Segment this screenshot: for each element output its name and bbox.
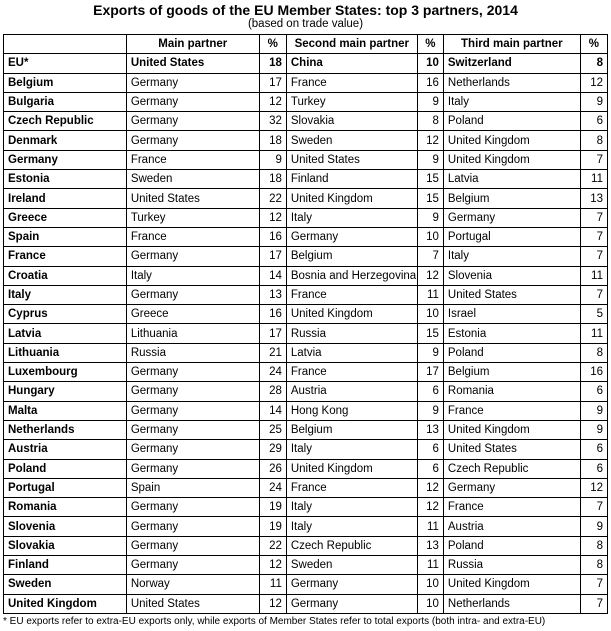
second-partner-cell: Italy [286, 517, 417, 536]
second-pct-cell: 11 [417, 556, 443, 575]
country-cell: Slovakia [4, 536, 127, 555]
third-partner-cell: United Kingdom [443, 131, 580, 150]
third-pct-cell: 12 [580, 478, 607, 497]
country-cell: Poland [4, 459, 127, 478]
country-cell: Romania [4, 498, 127, 517]
third-partner-cell: Germany [443, 478, 580, 497]
main-partner-cell: Germany [126, 285, 259, 304]
third-pct-cell: 8 [580, 536, 607, 555]
main-partner-cell: Germany [126, 401, 259, 420]
second-partner-cell: Latvia [286, 343, 417, 362]
main-pct-cell: 17 [259, 247, 286, 266]
country-cell: Croatia [4, 266, 127, 285]
third-partner-cell: United States [443, 285, 580, 304]
table-row [4, 324, 608, 343]
second-pct-cell: 13 [417, 536, 443, 555]
second-partner-cell: Germany [286, 575, 417, 594]
second-partner-cell: United Kingdom [286, 189, 417, 208]
second-partner-cell: Sweden [286, 556, 417, 575]
second-partner-cell: Turkey [286, 92, 417, 111]
table-row [4, 478, 608, 497]
main-pct-cell: 21 [259, 343, 286, 362]
table-row [4, 517, 608, 536]
main-pct-header: % [259, 35, 286, 54]
main-partner-cell: Greece [126, 305, 259, 324]
second-pct-cell: 9 [417, 343, 443, 362]
main-partner-cell: Germany [126, 247, 259, 266]
main-partner-cell: Germany [126, 536, 259, 555]
third-partner-cell: Latvia [443, 170, 580, 189]
main-pct-cell: 12 [259, 92, 286, 111]
second-pct-cell: 9 [417, 401, 443, 420]
main-pct-cell: 12 [259, 208, 286, 227]
country-cell: Sweden [4, 575, 127, 594]
country-cell: Czech Republic [4, 112, 127, 131]
second-pct-cell: 17 [417, 363, 443, 382]
second-pct-cell: 13 [417, 420, 443, 439]
second-partner-cell: Italy [286, 208, 417, 227]
second-partner-cell: Bosnia and Herzegovina [286, 266, 417, 285]
main-pct-cell: 12 [259, 594, 286, 613]
main-partner-cell: France [126, 227, 259, 246]
second-pct-cell: 10 [417, 54, 443, 73]
second-partner-cell: France [286, 73, 417, 92]
second-partner-cell: Germany [286, 594, 417, 613]
third-partner-cell: Israel [443, 305, 580, 324]
third-pct-cell: 11 [580, 324, 607, 343]
second-pct-cell: 12 [417, 478, 443, 497]
third-pct-cell: 8 [580, 343, 607, 362]
country-cell: Italy [4, 285, 127, 304]
third-pct-cell: 9 [580, 420, 607, 439]
main-pct-cell: 16 [259, 305, 286, 324]
second-pct-cell: 16 [417, 73, 443, 92]
table-row [4, 170, 608, 189]
table-row [4, 150, 608, 169]
footnote: * EU exports refer to extra-EU exports only, while exports of Member States refer to total exports (both intra- and extra-EU) [3, 615, 546, 627]
country-cell: Finland [4, 556, 127, 575]
table-row [4, 536, 608, 555]
second-pct-cell: 10 [417, 305, 443, 324]
third-pct-cell: 7 [580, 208, 607, 227]
third-pct-cell: 8 [580, 556, 607, 575]
country-cell: Slovenia [4, 517, 127, 536]
third-partner-cell: United Kingdom [443, 420, 580, 439]
second-pct-cell: 6 [417, 440, 443, 459]
main-partner-cell: Germany [126, 459, 259, 478]
second-pct-cell: 7 [417, 247, 443, 266]
third-partner-cell: Germany [443, 208, 580, 227]
main-partner-cell: Germany [126, 382, 259, 401]
second-pct-cell: 12 [417, 498, 443, 517]
third-pct-cell: 7 [580, 285, 607, 304]
main-pct-cell: 11 [259, 575, 286, 594]
third-pct-cell: 7 [580, 594, 607, 613]
third-partner-cell: Russia [443, 556, 580, 575]
main-partner-cell: France [126, 150, 259, 169]
table-row [4, 131, 608, 150]
second-partner-cell: China [286, 54, 417, 73]
main-partner-cell: United States [126, 189, 259, 208]
main-partner-cell: Germany [126, 420, 259, 439]
third-partner-cell: Austria [443, 517, 580, 536]
third-partner-cell: Belgium [443, 189, 580, 208]
table-row [4, 208, 608, 227]
second-partner-cell: Finland [286, 170, 417, 189]
second-pct-cell: 6 [417, 459, 443, 478]
main-pct-cell: 17 [259, 73, 286, 92]
country-cell: Luxembourg [4, 363, 127, 382]
third-partner-cell: Poland [443, 112, 580, 131]
main-pct-cell: 14 [259, 401, 286, 420]
second-pct-cell: 10 [417, 575, 443, 594]
third-partner-cell: France [443, 498, 580, 517]
third-partner-cell: Poland [443, 343, 580, 362]
main-pct-cell: 29 [259, 440, 286, 459]
main-pct-cell: 17 [259, 324, 286, 343]
third-pct-cell: 6 [580, 382, 607, 401]
third-partner-cell: Italy [443, 92, 580, 111]
table-row [4, 401, 608, 420]
third-pct-cell: 16 [580, 363, 607, 382]
main-partner-cell: Germany [126, 363, 259, 382]
table-row [4, 285, 608, 304]
main-partner-cell: Lithuania [126, 324, 259, 343]
exports-table [3, 34, 608, 614]
third-partner-cell: Estonia [443, 324, 580, 343]
second-pct-cell: 9 [417, 92, 443, 111]
main-pct-cell: 18 [259, 54, 286, 73]
table-row [4, 382, 608, 401]
second-pct-cell: 15 [417, 324, 443, 343]
country-cell: EU* [4, 54, 127, 73]
third-partner-cell: United States [443, 440, 580, 459]
third-pct-cell: 5 [580, 305, 607, 324]
table-row [4, 189, 608, 208]
second-pct-cell: 9 [417, 208, 443, 227]
second-partner-cell: United Kingdom [286, 305, 417, 324]
main-partner-header: Main partner [126, 35, 259, 54]
third-partner-cell: Netherlands [443, 73, 580, 92]
third-pct-cell: 12 [580, 73, 607, 92]
main-partner-cell: United States [126, 594, 259, 613]
country-cell: Lithuania [4, 343, 127, 362]
second-partner-cell: Austria [286, 382, 417, 401]
table-row [4, 420, 608, 439]
third-pct-cell: 7 [580, 498, 607, 517]
third-pct-cell: 6 [580, 112, 607, 131]
country-cell: Spain [4, 227, 127, 246]
country-cell: Cyprus [4, 305, 127, 324]
country-cell: Bulgaria [4, 92, 127, 111]
second-partner-cell: Belgium [286, 420, 417, 439]
second-pct-cell: 10 [417, 227, 443, 246]
second-partner-cell: France [286, 285, 417, 304]
second-partner-cell: United States [286, 150, 417, 169]
third-partner-cell: Czech Republic [443, 459, 580, 478]
main-pct-cell: 28 [259, 382, 286, 401]
second-pct-cell: 15 [417, 189, 443, 208]
main-pct-cell: 13 [259, 285, 286, 304]
country-cell: Latvia [4, 324, 127, 343]
third-partner-cell: Romania [443, 382, 580, 401]
table-row [4, 305, 608, 324]
third-pct-cell: 8 [580, 54, 607, 73]
third-partner-cell: Poland [443, 536, 580, 555]
main-pct-cell: 16 [259, 227, 286, 246]
table-row [4, 266, 608, 285]
third-pct-cell: 6 [580, 459, 607, 478]
main-partner-cell: Germany [126, 498, 259, 517]
table-row [4, 363, 608, 382]
third-pct-cell: 7 [580, 575, 607, 594]
country-cell: Hungary [4, 382, 127, 401]
third-pct-cell: 11 [580, 170, 607, 189]
table-row [4, 343, 608, 362]
country-cell: Estonia [4, 170, 127, 189]
main-partner-cell: Norway [126, 575, 259, 594]
main-partner-cell: Germany [126, 131, 259, 150]
country-cell: Netherlands [4, 420, 127, 439]
second-partner-cell: France [286, 478, 417, 497]
main-pct-cell: 32 [259, 112, 286, 131]
third-pct-cell: 13 [580, 189, 607, 208]
table-row [4, 575, 608, 594]
country-cell: Greece [4, 208, 127, 227]
third-partner-cell: Belgium [443, 363, 580, 382]
table-row [4, 594, 608, 613]
third-partner-cell: France [443, 401, 580, 420]
second-partner-cell: Belgium [286, 247, 417, 266]
second-pct-cell: 12 [417, 131, 443, 150]
third-pct-cell: 8 [580, 131, 607, 150]
main-pct-cell: 22 [259, 536, 286, 555]
second-pct-cell: 6 [417, 382, 443, 401]
second-partner-cell: Hong Kong [286, 401, 417, 420]
main-partner-cell: Italy [126, 266, 259, 285]
country-cell: Portugal [4, 478, 127, 497]
second-partner-cell: Germany [286, 227, 417, 246]
second-partner-cell: Italy [286, 440, 417, 459]
main-pct-cell: 19 [259, 517, 286, 536]
country-cell: Ireland [4, 189, 127, 208]
main-pct-cell: 14 [259, 266, 286, 285]
main-partner-cell: Germany [126, 556, 259, 575]
table-row [4, 498, 608, 517]
third-pct-cell: 9 [580, 401, 607, 420]
country-cell: Belgium [4, 73, 127, 92]
country-cell: Malta [4, 401, 127, 420]
third-partner-cell: Switzerland [443, 54, 580, 73]
table-row [4, 92, 608, 111]
second-partner-cell: Russia [286, 324, 417, 343]
third-partner-cell: United Kingdom [443, 150, 580, 169]
country-cell: United Kingdom [4, 594, 127, 613]
third-partner-cell: Italy [443, 247, 580, 266]
second-pct-header: % [417, 35, 443, 54]
second-pct-cell: 9 [417, 150, 443, 169]
third-pct-header: % [580, 35, 607, 54]
second-partner-header: Second main partner [286, 35, 417, 54]
third-pct-cell: 7 [580, 150, 607, 169]
second-pct-cell: 8 [417, 112, 443, 131]
main-pct-cell: 25 [259, 420, 286, 439]
third-pct-cell: 9 [580, 92, 607, 111]
main-pct-cell: 22 [259, 189, 286, 208]
table-title: Exports of goods of the EU Member States: top 3 partners, 2014 [93, 2, 518, 18]
country-cell: France [4, 247, 127, 266]
third-pct-cell: 7 [580, 247, 607, 266]
second-partner-cell: Italy [286, 498, 417, 517]
third-partner-cell: Slovenia [443, 266, 580, 285]
main-pct-cell: 9 [259, 150, 286, 169]
country-cell: Austria [4, 440, 127, 459]
table-row [4, 459, 608, 478]
table-row [4, 227, 608, 246]
main-partner-cell: Germany [126, 440, 259, 459]
second-partner-cell: Sweden [286, 131, 417, 150]
third-partner-cell: Portugal [443, 227, 580, 246]
main-partner-cell: Sweden [126, 170, 259, 189]
table-row [4, 112, 608, 131]
country-cell: Denmark [4, 131, 127, 150]
third-pct-cell: 7 [580, 227, 607, 246]
table-body [4, 54, 608, 614]
table-row [4, 247, 608, 266]
second-pct-cell: 15 [417, 170, 443, 189]
main-pct-cell: 19 [259, 498, 286, 517]
second-partner-cell: Slovakia [286, 112, 417, 131]
third-partner-header: Third main partner [443, 35, 580, 54]
main-pct-cell: 18 [259, 170, 286, 189]
country-header [4, 35, 127, 54]
second-partner-cell: France [286, 363, 417, 382]
main-partner-cell: Germany [126, 92, 259, 111]
third-pct-cell: 6 [580, 440, 607, 459]
third-pct-cell: 11 [580, 266, 607, 285]
main-partner-cell: Spain [126, 478, 259, 497]
main-partner-cell: Germany [126, 517, 259, 536]
country-cell: Germany [4, 150, 127, 169]
main-partner-cell: United States [126, 54, 259, 73]
table-row [4, 440, 608, 459]
main-partner-cell: Germany [126, 73, 259, 92]
main-pct-cell: 24 [259, 363, 286, 382]
table-subtitle: (based on trade value) [247, 18, 364, 30]
third-partner-cell: Netherlands [443, 594, 580, 613]
main-pct-cell: 26 [259, 459, 286, 478]
second-pct-cell: 11 [417, 285, 443, 304]
second-partner-cell: Czech Republic [286, 536, 417, 555]
main-partner-cell: Turkey [126, 208, 259, 227]
second-pct-cell: 12 [417, 266, 443, 285]
third-partner-cell: United Kingdom [443, 575, 580, 594]
main-partner-cell: Germany [126, 112, 259, 131]
table-row [4, 54, 608, 73]
main-partner-cell: Russia [126, 343, 259, 362]
main-pct-cell: 18 [259, 131, 286, 150]
table-row [4, 73, 608, 92]
second-partner-cell: United Kingdom [286, 459, 417, 478]
main-pct-cell: 12 [259, 556, 286, 575]
second-pct-cell: 11 [417, 517, 443, 536]
third-pct-cell: 9 [580, 517, 607, 536]
table-row [4, 556, 608, 575]
main-pct-cell: 24 [259, 478, 286, 497]
second-pct-cell: 10 [417, 594, 443, 613]
header-row [4, 35, 608, 54]
